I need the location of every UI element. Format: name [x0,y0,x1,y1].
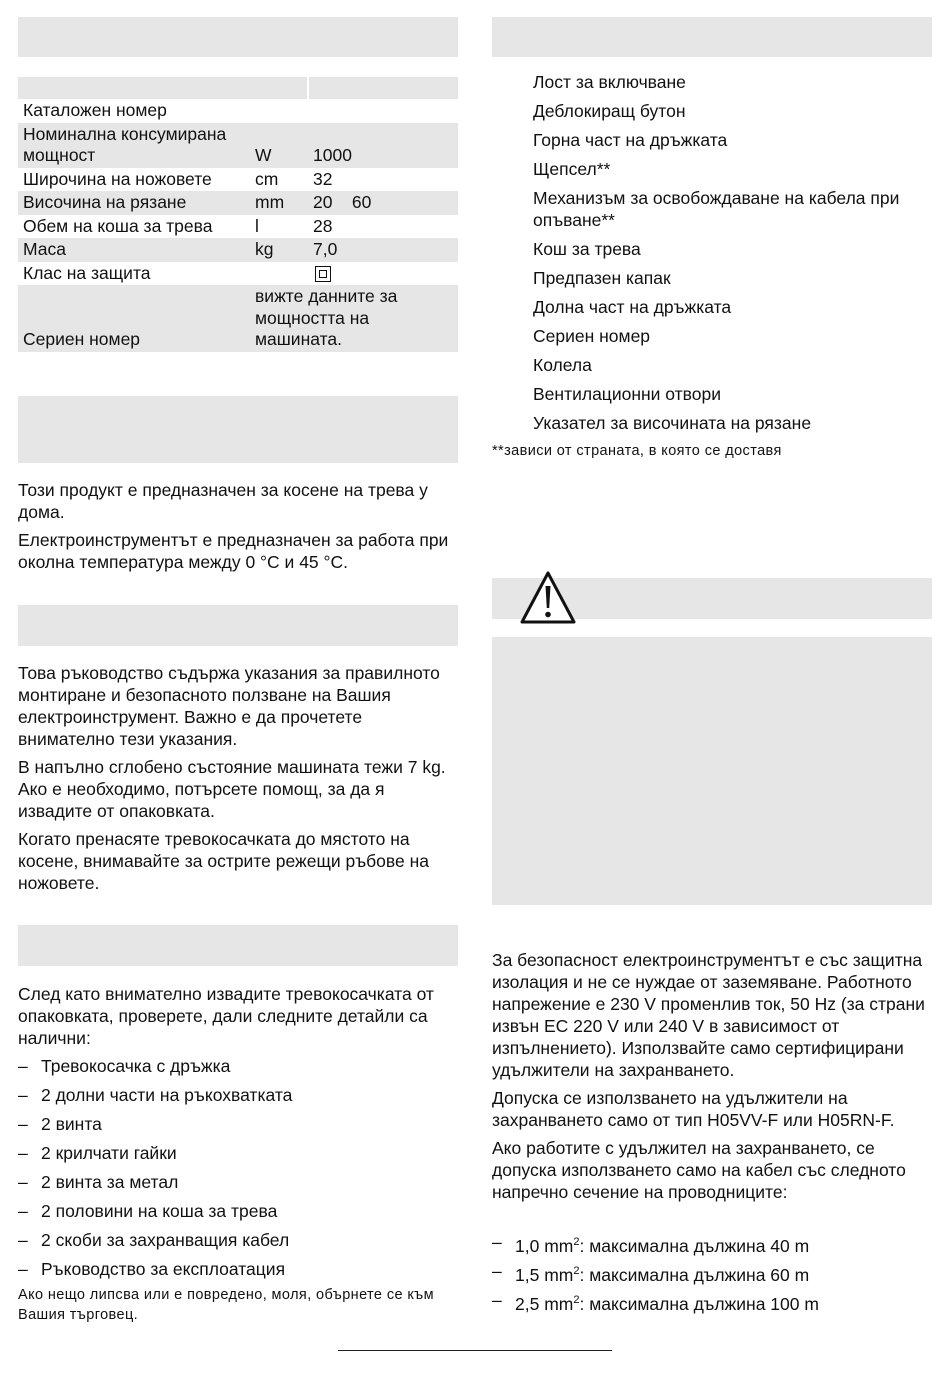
list-item: – 1,5 $mm^2$: максимална дължина 60 m [492,1261,810,1285]
list-item: Лост за включване [533,72,686,92]
section-header-delivery [18,925,458,966]
electrical-text: За безопасност електроинструментът е със защитна изолация и не се нуждае от заземяване. Работното напрежение е 230 V променлив ток, 50 Hz (за страни извън ЕС 220 V или 240 V в зависимост от изпълнението). Използвайте само сертифицирани удължители на захранването. Допуска се използването на удължители на захранването само от тип H05VV-F или H05RN-F. Ако работите с удължител на захранването, се допуска използването само на кабел със следното напречно сечение на проводниците: [492,950,925,1202]
list-item: – 2 винта [18,1114,102,1134]
parts-footnote: **зависи от страната, в която се доставя [492,443,782,459]
list-item: Указател за височината на рязане [533,413,812,433]
intended-use-text: Този продукт е предназначен за косене на трева у дома. Електроинструментът е предназначен за работа при околна температура между 0 °C и 45 °C. [18,480,449,572]
list-item: Сериен номер [533,326,651,346]
table-row: Височина на рязане mm 20 60 [18,191,458,215]
list-item: Горна част на дръжката [533,130,728,150]
specs-table [18,77,458,352]
table-row: Маса kg 7,0 [18,238,458,262]
list-item: Долна част на дръжката [533,297,732,317]
table-row: Каталожен номер [18,99,458,123]
list-item: – 2 половини на коша за трева [18,1201,278,1221]
list-item: – 2,5 $mm^2$: максимална дължина 100 m [492,1290,819,1314]
warning-triangle-icon [519,570,577,626]
list-item: – 2 винта за метал [18,1172,179,1192]
delivery-intro: След като внимателно извадите тревокосачката от опаковката, проверете, дали следните детайли са налични: [18,984,434,1048]
list-item: – 2 скоби за захранващия кабел [18,1230,290,1250]
cable-list [492,1231,932,1318]
list-item: – Ръководство за експлоатация [18,1259,286,1279]
footer-rule [338,1350,612,1351]
warning-box [492,637,932,905]
table-row: Сериен номер вижте данните за мощността на машината. [18,285,458,352]
delivery-list [18,1055,458,1287]
list-item: Вентилационни отвори [533,384,722,404]
list-item: Колела [533,355,592,375]
list-item: – Тревокосачка с дръжка [18,1056,231,1076]
list-item: Щепсел** [533,159,611,179]
section-header-safety [18,605,458,646]
list-item: – 2 долни части на ръкохватката [18,1085,293,1105]
list-item: Предпазен капак [533,268,671,288]
list-item: Деблокиращ бутон [533,101,686,121]
section-header-parts [492,17,932,57]
specs-header-row [18,77,458,99]
table-row: Широчина на ножовете cm 32 [18,168,458,192]
table-row: Клас на защита [18,262,458,286]
double-insulation-icon [315,266,331,282]
list-item: Кош за трева [533,239,641,259]
safety-intro-text: Това ръководство съдържа указания за правилното монтиране и безопасното ползване на Вашия електроинструмент. Важно е да прочетете внимателно тези указания. В напълно сглобено състояние машината тежи 7 kg. Ако е необходимо, потърсете помощ, за да я извадите от опаковката. Когато пренасяте тревокосачката до мястото на косене, внимавайте за острите режещи ръбове на ножовете. [18,663,446,893]
list-item: – 1,0 $mm^2$: максимална дължина 40 m [492,1232,810,1256]
list-item: – 2 крилчати гайки [18,1143,177,1163]
section-header-intended-use [18,396,458,463]
table-row: Номинална консумирана мощност W 1000 [18,123,458,168]
delivery-note: Ако нещо липсва или е повредено, моля, обърнете се към Вашия търговец. [18,1287,434,1323]
list-item: Механизъм за освобождаване на кабела при опъване** [533,188,900,230]
table-row: Обем на коша за трева l 28 [18,215,458,239]
section-header-technical-data [18,17,458,57]
parts-list [533,71,928,441]
